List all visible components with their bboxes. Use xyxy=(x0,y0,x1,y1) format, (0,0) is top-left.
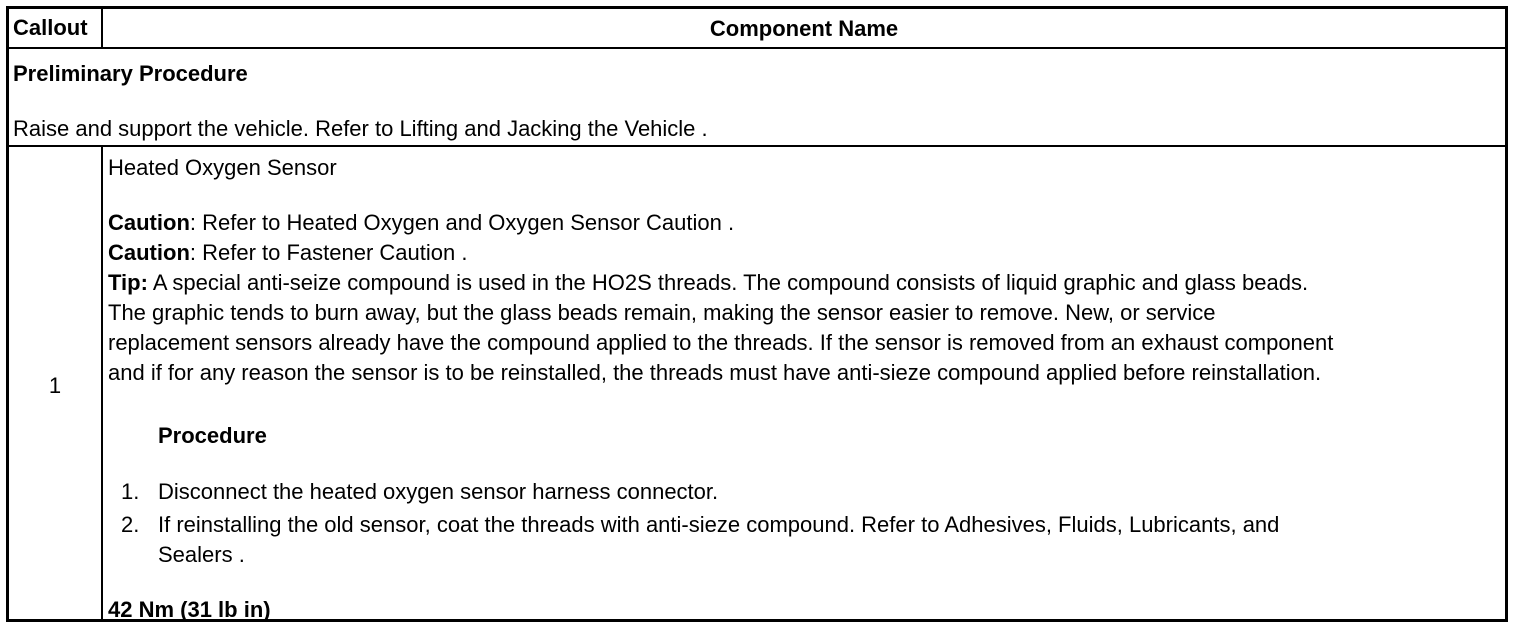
tip-line-3: replacement sensors already have the compound applied to the threads. If the sensor is removed from an exhaust component xyxy=(108,330,1334,355)
component-cell xyxy=(103,147,1505,622)
step-text: If reinstalling the old sensor, coat the threads with anti-sieze compound. Refer to Adhesives, Fluids, Lubricants, and xyxy=(158,512,1280,537)
step-number: 1. xyxy=(121,479,140,504)
preliminary-procedure-text: Raise and support the vehicle. Refer to Lifting and Jacking the Vehicle . xyxy=(13,116,708,141)
table-header-row xyxy=(9,9,1505,49)
procedure-title: Procedure xyxy=(158,423,267,448)
caution-label: Caution xyxy=(108,240,190,265)
column-header-component-name: Component Name xyxy=(709,16,899,41)
preliminary-procedure-title: Preliminary Procedure xyxy=(13,61,248,86)
caution-text: : Refer to Heated Oxygen and Oxygen Sensor Caution . xyxy=(189,210,735,235)
torque-spec: 42 Nm (31 lb in) xyxy=(108,597,271,622)
tip-line-2: The graphic tends to burn away, but the glass beads remain, making the sensor easier to remove. New, or service xyxy=(108,300,1216,325)
step-number: 2. xyxy=(121,512,140,537)
caution-line-2 xyxy=(108,238,467,268)
tip-label: Tip: xyxy=(108,270,148,295)
callout-cell xyxy=(9,147,103,619)
step-text: Disconnect the heated oxygen sensor harness connector. xyxy=(158,479,719,504)
tip-line-4: and if for any reason the sensor is to be reinstalled, the threads must have anti-sieze compound applied before reinstallation. xyxy=(108,360,1322,385)
tip-line-1 xyxy=(108,268,1308,298)
tip-text: A special anti-seize compound is used in the HO2S threads. The compound consists of liquid graphic and glass beads. xyxy=(147,270,1309,295)
callout-number: 1 xyxy=(48,373,62,398)
column-header-callout: Callout xyxy=(9,9,103,47)
component-table xyxy=(6,6,1508,622)
caution-label: Caution xyxy=(108,210,190,235)
table-row xyxy=(9,147,1505,622)
caution-line-1 xyxy=(108,208,734,238)
step-text: Sealers . xyxy=(158,542,245,567)
caution-text: : Refer to Fastener Caution . xyxy=(189,240,468,265)
component-name: Heated Oxygen Sensor xyxy=(108,155,337,180)
preliminary-procedure-row xyxy=(9,49,1505,147)
